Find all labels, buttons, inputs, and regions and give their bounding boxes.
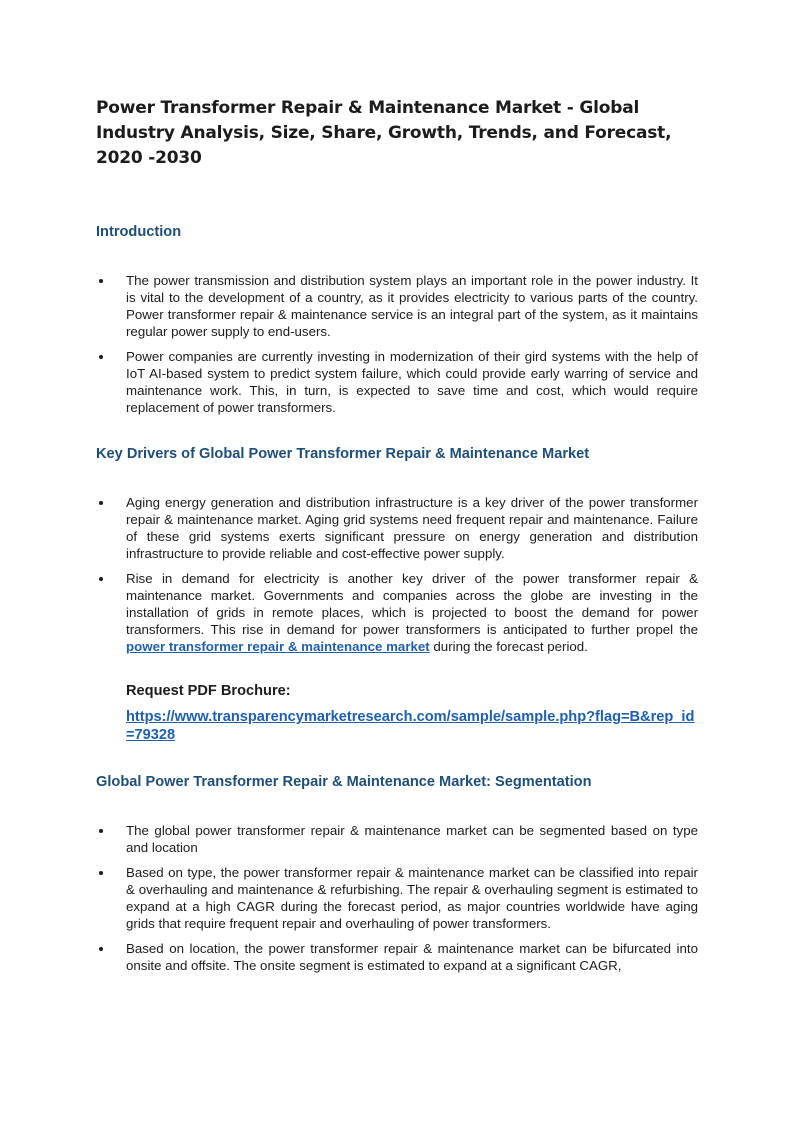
- bullet-icon: [99, 279, 103, 283]
- key-drivers-heading: Key Drivers of Global Power Transformer Repair & Maintenance Market: [96, 446, 590, 462]
- bullet-icon: [99, 501, 103, 505]
- bullet-icon: [99, 355, 103, 359]
- introduction-list: [96, 272, 698, 416]
- list-item: [96, 570, 698, 655]
- brochure-label: Request PDF Brochure:: [126, 683, 291, 699]
- list-item: [96, 940, 698, 974]
- list-item-text: Aging energy generation and distribution infrastructure is a key driver of the power transformer repair & maintenance market. Aging grid systems need frequent repair and maintenance. Failure of these grid systems exerts significant pressure on energy generation and distribution infrastructure to provide reliable and cost-effective power supply.: [126, 495, 698, 561]
- list-item: [96, 494, 698, 562]
- list-item: [96, 864, 698, 932]
- list-item-text: The global power transformer repair & maintenance market can be segmented based on type and location: [126, 823, 698, 855]
- introduction-heading: Introduction: [96, 224, 182, 240]
- bullet-icon: [99, 947, 103, 951]
- market-report-link[interactable]: power transformer repair & maintenance market: [126, 639, 430, 654]
- brochure-link[interactable]: https://www.transparencymarketresearch.com/sample/sample.php?flag=B&rep_id=79328: [126, 709, 695, 743]
- list-item-text: Based on type, the power transformer repair & maintenance market can be classified into repair & overhauling and maintenance & refurbishing. The repair & overhauling segment is estimated to expand at a high CAGR during the forecast period, as major countries worldwide have aging grids that require frequent repair and overhauling of power transformers.: [126, 865, 698, 931]
- bullet-icon: [99, 577, 103, 581]
- list-item: [96, 822, 698, 856]
- list-item-text-end: during the forecast period.: [429, 639, 588, 654]
- list-item-text: Power companies are currently investing in modernization of their gird systems with the help of IoT AI-based system to predict system failure, which could provide early warring of service and maintenance work. This, in turn, is expected to save time and cost, which would require replacement of power transformers.: [126, 349, 698, 415]
- document-title: Power Transformer Repair & Maintenance Market - Global Industry Analysis, Size, Share, Growth, Trends, and Forecast, 2020 -2030: [96, 98, 672, 168]
- key-drivers-list: [96, 494, 698, 655]
- list-item-text: Based on location, the power transformer repair & maintenance market can be bifurcated into onsite and offsite. The onsite segment is estimated to expand at a significant CAGR,: [126, 941, 698, 973]
- segmentation-list: [96, 822, 698, 974]
- segmentation-heading: Global Power Transformer Repair & Maintenance Market: Segmentation: [96, 774, 592, 790]
- bullet-icon: [99, 871, 103, 875]
- bullet-icon: [99, 829, 103, 833]
- list-item-text-start: Rise in demand for electricity is another key driver of the power transformer repair & maintenance market. Governments and companies across the globe are investing in the installation of grids in remote places, which is projected to boost the demand for power transformers. This rise in demand for power transformers is anticipated to further propel the: [126, 571, 698, 637]
- list-item: [96, 272, 698, 340]
- list-item: [96, 348, 698, 416]
- list-item-text: The power transmission and distribution system plays an important role in the power industry. It is vital to the development of a country, as it provides electricity to various parts of the country. Power transformer repair & maintenance service is an integral part of the system, as it maintains regular power supply to end-users.: [126, 273, 698, 339]
